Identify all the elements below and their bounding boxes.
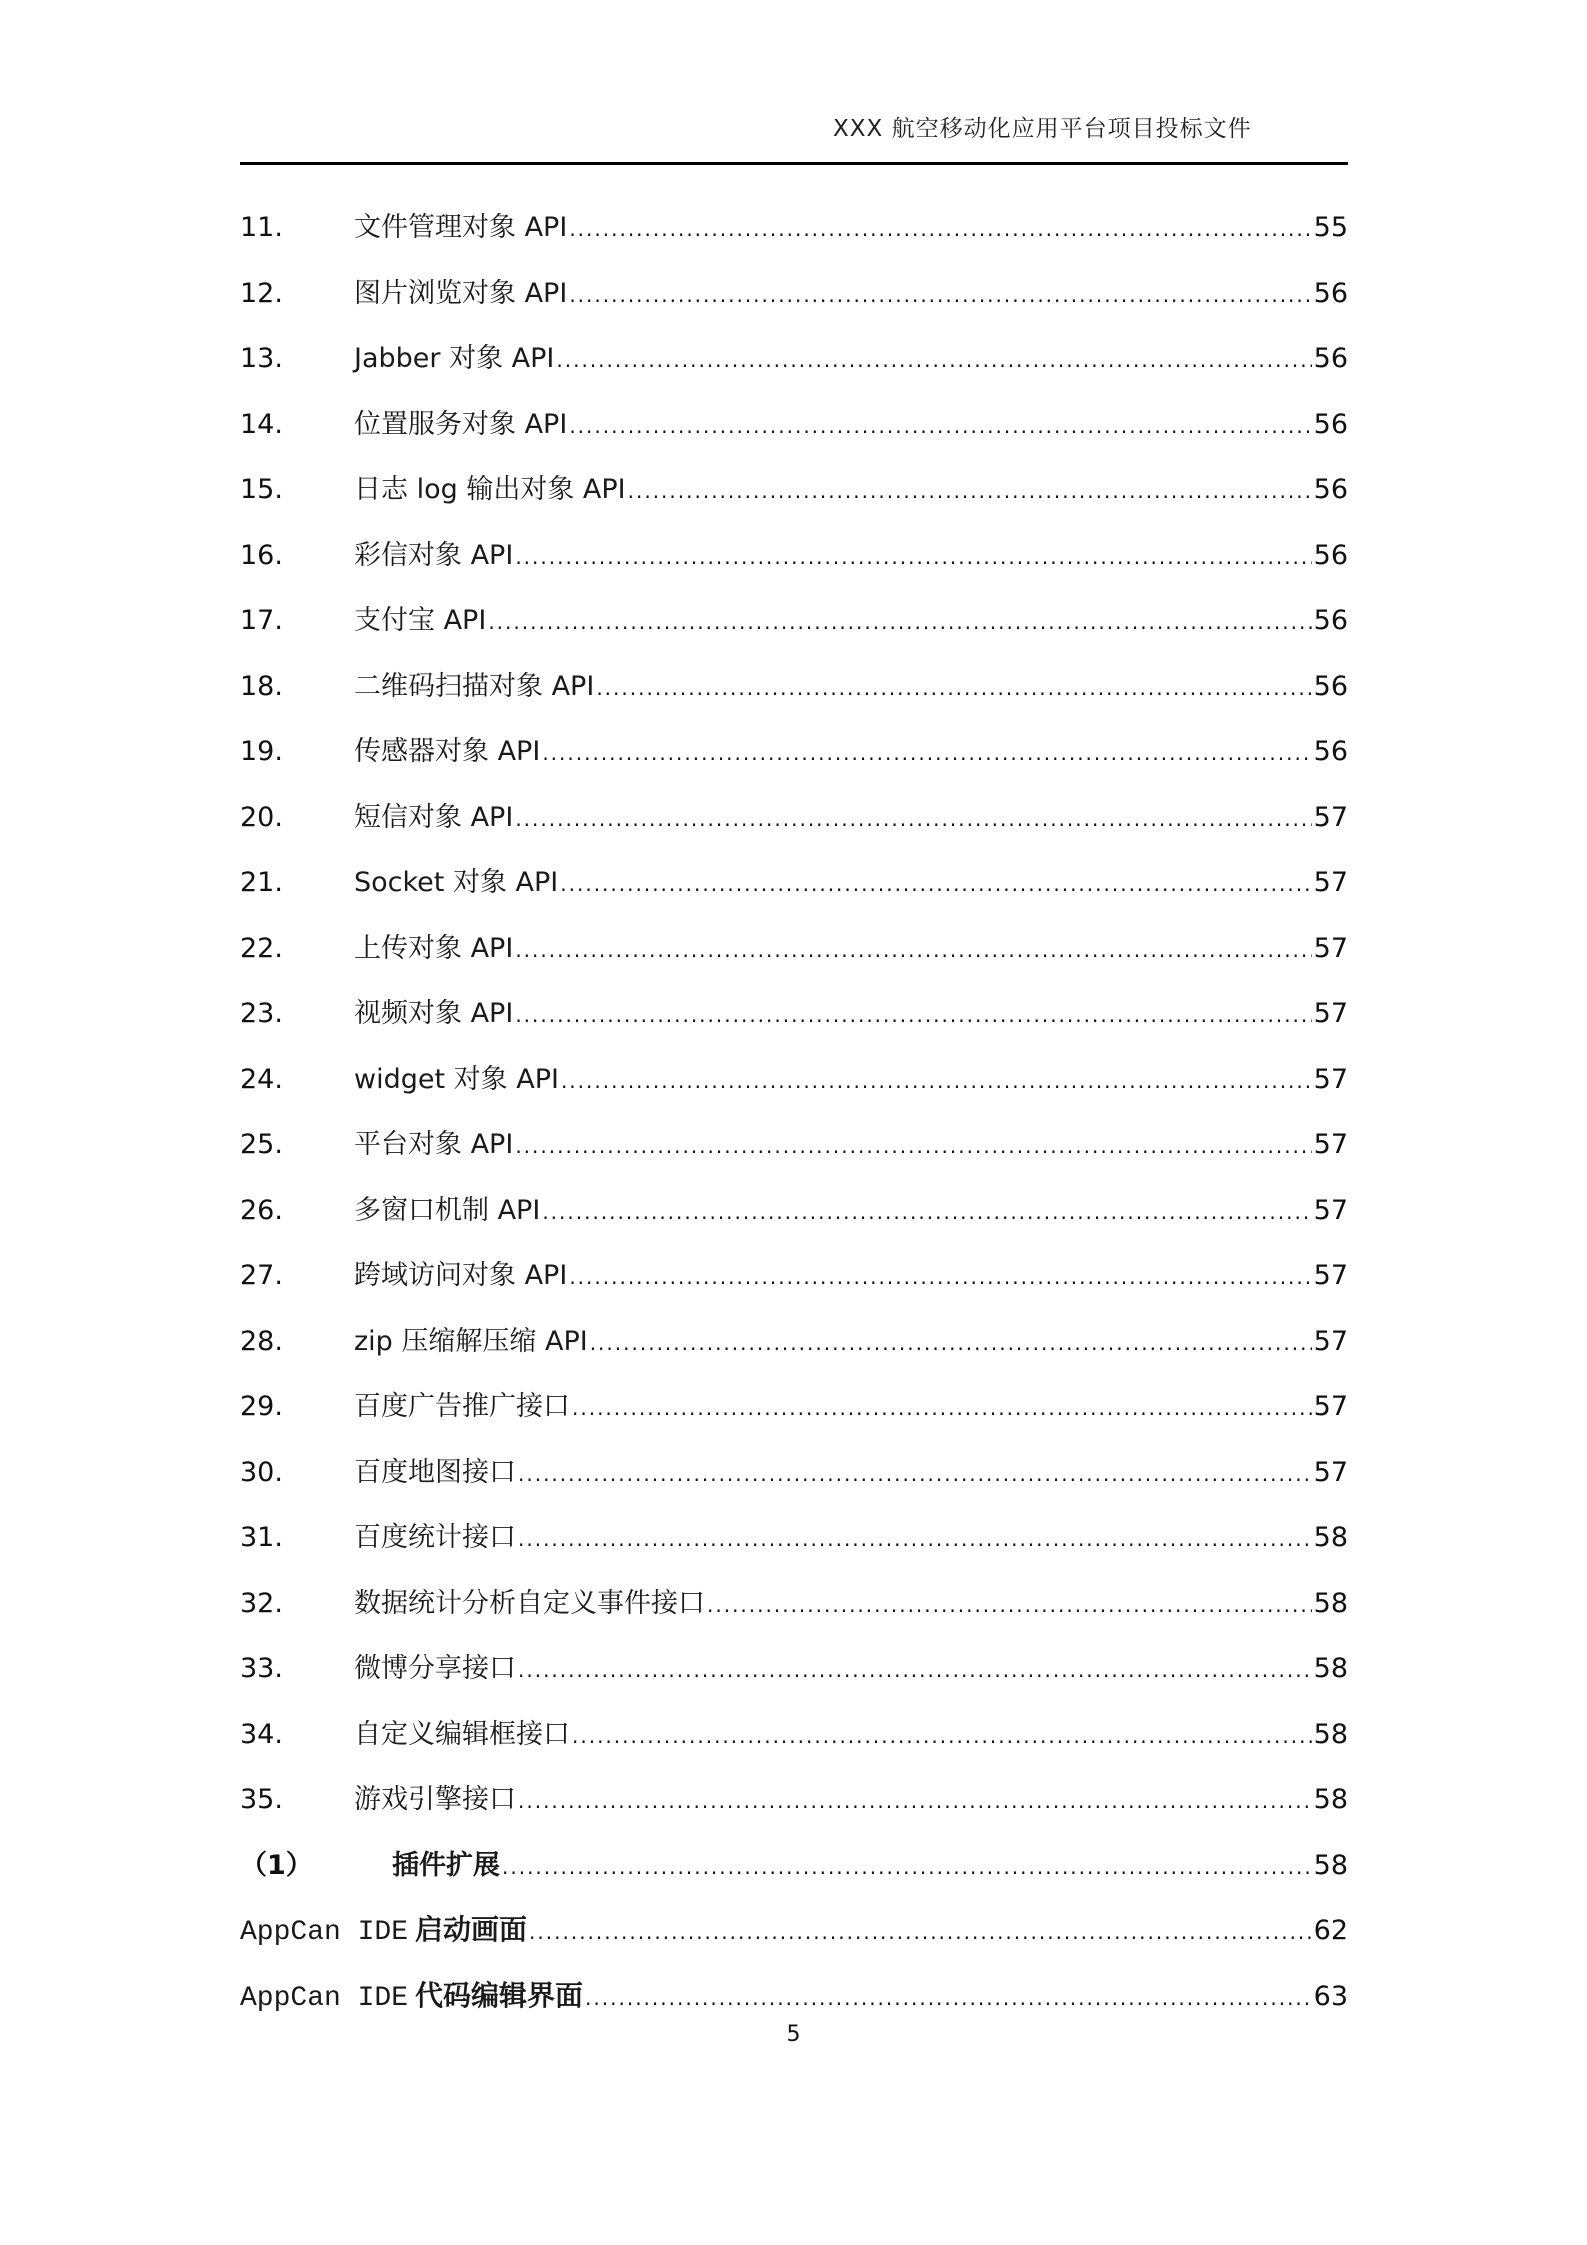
toc-entry-page: 55 (1313, 212, 1348, 243)
toc-entry-page: 62 (1313, 1915, 1348, 1946)
dot-leader (515, 918, 1311, 984)
toc-entry[interactable] (240, 588, 1348, 654)
toc-entry-page: 58 (1313, 1522, 1348, 1553)
dot-leader (560, 852, 1311, 918)
toc-entry-title: zip 压缩解压缩 API (354, 1325, 588, 1357)
dot-leader (590, 1311, 1312, 1377)
toc-entry-page: 56 (1313, 408, 1348, 440)
toc-entry-title: 日志 log 输出对象 API (354, 474, 626, 505)
toc-entry-number: 29. (240, 1391, 283, 1422)
toc-entry-page: 58 (1313, 1653, 1348, 1684)
dot-leader (569, 197, 1311, 263)
toc-entry-page: 56 (1313, 736, 1348, 767)
toc-entry-page: 58 (1313, 1784, 1348, 1815)
dot-leader (561, 1049, 1312, 1115)
toc-entry[interactable] (240, 195, 1348, 261)
toc-entry-number: 23. (240, 998, 283, 1029)
toc-entry-number: 25. (240, 1129, 283, 1160)
toc-entry[interactable] (240, 1636, 1348, 1702)
toc-entry-title: 百度统计接口 (354, 1522, 516, 1553)
toc-entry[interactable] (240, 1440, 1348, 1506)
toc-entry-number: 34. (240, 1718, 283, 1750)
toc-entry[interactable] (240, 785, 1348, 851)
toc-entry-number: 18. (240, 670, 283, 702)
toc-entry[interactable] (240, 719, 1348, 785)
toc-entry-number: 15. (240, 474, 283, 505)
toc-entry-title: 百度广告推广接口 (354, 1391, 570, 1422)
dot-leader (515, 525, 1311, 591)
toc-entry-page: 56 (1313, 474, 1348, 505)
toc-entry[interactable] (240, 1767, 1348, 1833)
toc-entry-title: 上传对象 API (354, 932, 514, 964)
toc-figure-caption: 代码编辑界面 (415, 1980, 584, 2012)
toc-entry-page: 57 (1313, 1063, 1348, 1095)
dot-leader (518, 1769, 1312, 1835)
toc-entry-title: Socket 对象 API (354, 867, 559, 898)
dot-leader (502, 1835, 1312, 1901)
toc-entry-title: 短信对象 API (354, 801, 514, 833)
toc-entry-page: 58 (1313, 1587, 1348, 1619)
toc-entry-number: 28. (240, 1325, 283, 1357)
toc-figure-caption: 启动画面 (415, 1915, 528, 1946)
toc-entry-number: 11. (240, 212, 283, 243)
toc-entry-title: 传感器对象 API (354, 736, 541, 767)
toc-entry[interactable] (240, 1309, 1348, 1375)
toc-figure-prefix: AppCan IDE (240, 1917, 409, 1948)
dot-leader (542, 1180, 1311, 1246)
dot-leader (515, 1114, 1311, 1180)
toc-entry-number: 14. (240, 408, 283, 440)
toc-entry-number: 35. (240, 1784, 283, 1815)
toc-figure-title (240, 1964, 583, 2032)
toc-entry[interactable] (240, 392, 1348, 458)
toc-entry-page: 63 (1313, 1980, 1348, 2012)
toc-figure-entry[interactable] (240, 1898, 1348, 1964)
toc-entry-number: 21. (240, 867, 283, 898)
toc-entry-page: 57 (1313, 1129, 1348, 1160)
toc-entry-page: 57 (1313, 1194, 1348, 1226)
toc-entry[interactable] (240, 654, 1348, 720)
toc-entry-title: 二维码扫描对象 API (354, 670, 595, 702)
toc-subsection-title: 插件扩展 (392, 1849, 500, 1881)
toc-entry-title: 微博分享接口 (354, 1653, 516, 1684)
toc-entry[interactable] (240, 326, 1348, 392)
toc-entry[interactable] (240, 457, 1348, 523)
toc-figure-entry[interactable] (240, 1964, 1348, 2030)
dot-leader (518, 1442, 1312, 1508)
toc-entry-title: 视频对象 API (354, 998, 514, 1029)
dot-leader (515, 787, 1311, 853)
toc-entry[interactable] (240, 1178, 1348, 1244)
dot-leader (518, 1638, 1312, 1704)
toc-entry-title: 自定义编辑框接口 (354, 1718, 570, 1750)
dot-leader (488, 590, 1311, 656)
dot-leader (569, 263, 1311, 329)
dot-leader (515, 983, 1311, 1049)
toc-entry[interactable] (240, 981, 1348, 1047)
toc-figure-prefix: AppCan IDE (240, 1982, 409, 2014)
toc-entry[interactable] (240, 1702, 1348, 1768)
toc-entry[interactable] (240, 1374, 1348, 1440)
toc-entry-number: 32. (240, 1587, 283, 1619)
toc-entry-page: 56 (1313, 670, 1348, 702)
toc-entry-page: 56 (1313, 277, 1348, 309)
toc-entry[interactable] (240, 850, 1348, 916)
toc-entry-title: 多窗口机制 API (354, 1194, 541, 1226)
toc-entry-page: 56 (1313, 343, 1348, 374)
toc-entry-page: 57 (1313, 801, 1348, 833)
toc-entry-page: 57 (1313, 1391, 1348, 1422)
toc-entry-number: 16. (240, 539, 283, 571)
toc-entry-number: 22. (240, 932, 283, 964)
toc-entry-title: widget 对象 API (354, 1063, 559, 1095)
toc-entry-page: 57 (1313, 1260, 1348, 1291)
toc-entry-number: 12. (240, 277, 283, 309)
toc-entry[interactable] (240, 261, 1348, 327)
toc-entry-page: 56 (1313, 539, 1348, 571)
toc-entry-title: 位置服务对象 API (354, 408, 568, 440)
toc-entry[interactable] (240, 916, 1348, 982)
toc-entry[interactable] (240, 1047, 1348, 1113)
toc-subsection-number: （1） (240, 1849, 313, 1881)
toc-entry-title: 跨域访问对象 API (354, 1260, 568, 1291)
toc-entry-page: 57 (1313, 867, 1348, 898)
toc-entry-number: 26. (240, 1194, 283, 1226)
toc-entry-title: 游戏引擎接口 (354, 1784, 516, 1815)
dot-leader (542, 721, 1311, 787)
toc-entry-number: 13. (240, 343, 283, 374)
toc-entry[interactable] (240, 523, 1348, 589)
dot-leader (596, 656, 1311, 722)
dot-leader (529, 1900, 1312, 1966)
toc-entry[interactable] (240, 1571, 1348, 1637)
toc-entry[interactable] (240, 1505, 1348, 1571)
dot-leader (628, 459, 1312, 525)
toc-entry-page: 57 (1313, 932, 1348, 964)
toc-entry-page: 57 (1313, 998, 1348, 1029)
table-of-contents (240, 195, 1348, 2029)
document-header-title: XXX 航空移动化应用平台项目投标文件 (833, 116, 1252, 142)
toc-entry-number: 20. (240, 801, 283, 833)
toc-entry-number: 30. (240, 1456, 283, 1488)
toc-figure-title (240, 1898, 527, 1966)
toc-entry-title: 图片浏览对象 API (354, 277, 568, 309)
toc-entry-page: 57 (1313, 1456, 1348, 1488)
toc-entry-title: 数据统计分析自定义事件接口 (354, 1587, 705, 1619)
dot-leader (569, 394, 1311, 460)
dot-leader (707, 1573, 1312, 1639)
toc-entry-page: 57 (1313, 1325, 1348, 1357)
toc-entry-title: 平台对象 API (354, 1129, 514, 1160)
toc-entry-number: 19. (240, 736, 283, 767)
toc-entry-page: 58 (1313, 1718, 1348, 1750)
toc-entry-title: 文件管理对象 API (354, 212, 568, 243)
page-number: 5 (786, 2022, 801, 2047)
header-divider (240, 162, 1348, 165)
toc-entry-number: 17. (240, 605, 283, 636)
toc-entry-title: 支付宝 API (354, 605, 487, 636)
toc-entry-page: 56 (1313, 605, 1348, 636)
dot-leader (569, 1245, 1311, 1311)
toc-entry-title: Jabber 对象 API (354, 343, 555, 374)
toc-entry-title: 百度地图接口 (354, 1456, 516, 1488)
toc-entry-number: 31. (240, 1522, 283, 1553)
toc-entry[interactable] (240, 1243, 1348, 1309)
toc-entry-title: 彩信对象 API (354, 539, 514, 571)
toc-entry-number: 24. (240, 1063, 283, 1095)
toc-entry-number: 33. (240, 1653, 283, 1684)
toc-subsection-entry[interactable] (240, 1833, 1348, 1899)
dot-leader (572, 1704, 1312, 1770)
toc-entry[interactable] (240, 1112, 1348, 1178)
dot-leader (572, 1376, 1312, 1442)
toc-entry-page: 58 (1313, 1849, 1348, 1881)
toc-entry-number: 27. (240, 1260, 283, 1291)
dot-leader (556, 328, 1311, 394)
dot-leader (518, 1507, 1312, 1573)
